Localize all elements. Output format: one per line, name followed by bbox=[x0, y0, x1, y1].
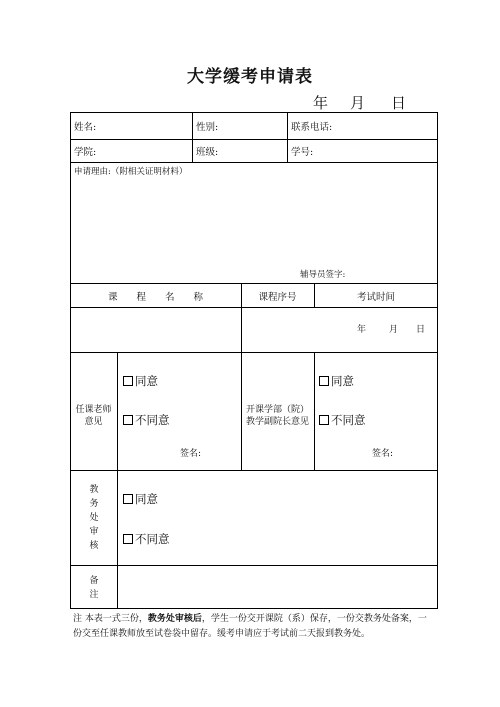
teacher-agree-checkbox[interactable] bbox=[123, 373, 158, 389]
college-field-label: 学院: bbox=[74, 147, 97, 158]
counselor-signature-label: 辅导员签字: bbox=[300, 270, 346, 280]
dept-opinion-label: 开课学部（院） 教学副院长意见 bbox=[245, 405, 309, 427]
form-title: 大学缓考申请表 bbox=[187, 67, 313, 87]
row-divider bbox=[70, 139, 438, 140]
row-divider bbox=[70, 470, 438, 471]
footnote-rest: ，学生一份交开课院（系）保存，一份交教务处备案，一 bbox=[201, 614, 427, 624]
agree-label: 同意 bbox=[135, 492, 158, 506]
checkbox-icon bbox=[319, 376, 329, 386]
agree-label: 同意 bbox=[331, 374, 354, 388]
date-year: 年 bbox=[313, 94, 329, 112]
checkbox-icon bbox=[123, 376, 133, 386]
exam-month: 月 bbox=[389, 325, 399, 335]
row-divider bbox=[70, 283, 438, 284]
dept-agree-checkbox[interactable] bbox=[319, 373, 354, 389]
teacher-signature-label: 签名: bbox=[180, 449, 202, 459]
exam-time-header: 考试时间 bbox=[356, 292, 395, 303]
academic-affairs-label: 教 务 处 审 核 bbox=[89, 485, 99, 551]
checkbox-icon bbox=[123, 415, 133, 425]
phone-field-label: 联系电话: bbox=[291, 122, 333, 133]
course-name-header: 课 程 名 称 bbox=[107, 292, 203, 303]
checkbox-icon bbox=[123, 494, 133, 504]
checkbox-icon bbox=[319, 415, 329, 425]
remarks-label: 备 注 bbox=[89, 576, 99, 600]
row-divider bbox=[70, 307, 438, 308]
footnote-bold: 教务处审核后 bbox=[147, 614, 202, 624]
footnote-line2: 份交至任课教师放至试卷袋中留存。缓考申请应于考试前二天报到教务处。 bbox=[73, 629, 371, 639]
exam-day: 日 bbox=[416, 325, 426, 335]
student-id-field-label: 学号: bbox=[291, 147, 314, 158]
disagree-label: 不同意 bbox=[331, 413, 366, 427]
col-divider bbox=[287, 112, 288, 162]
course-code-header: 课程序号 bbox=[258, 292, 297, 303]
disagree-label: 不同意 bbox=[135, 532, 170, 546]
teacher-opinion-label: 任课老师 意见 bbox=[75, 405, 112, 427]
agree-label: 同意 bbox=[135, 374, 158, 388]
exam-year: 年 bbox=[357, 325, 367, 335]
row-divider bbox=[70, 352, 438, 353]
footnote bbox=[73, 612, 443, 642]
date-day: 日 bbox=[391, 94, 407, 112]
col-divider bbox=[314, 352, 315, 470]
reason-label: 申请理由:（附相关证明材料） bbox=[74, 167, 188, 177]
checkbox-icon bbox=[123, 534, 133, 544]
row-divider bbox=[70, 162, 438, 163]
date-month: 月 bbox=[350, 94, 366, 112]
affairs-disagree-checkbox[interactable] bbox=[123, 531, 170, 547]
col-divider bbox=[192, 112, 193, 162]
class-field-label: 班级: bbox=[196, 147, 219, 158]
row-divider bbox=[70, 565, 438, 566]
footnote-prefix: 注 本表一式三份， bbox=[73, 614, 148, 624]
teacher-disagree-checkbox[interactable] bbox=[123, 412, 170, 428]
affairs-agree-checkbox[interactable] bbox=[123, 491, 158, 507]
col-divider bbox=[117, 352, 118, 609]
gender-field-label: 性别: bbox=[196, 122, 219, 133]
dept-disagree-checkbox[interactable] bbox=[319, 412, 366, 428]
disagree-label: 不同意 bbox=[135, 413, 170, 427]
name-field-label: 姓名: bbox=[74, 122, 97, 133]
dept-signature-label: 签名: bbox=[372, 449, 394, 459]
